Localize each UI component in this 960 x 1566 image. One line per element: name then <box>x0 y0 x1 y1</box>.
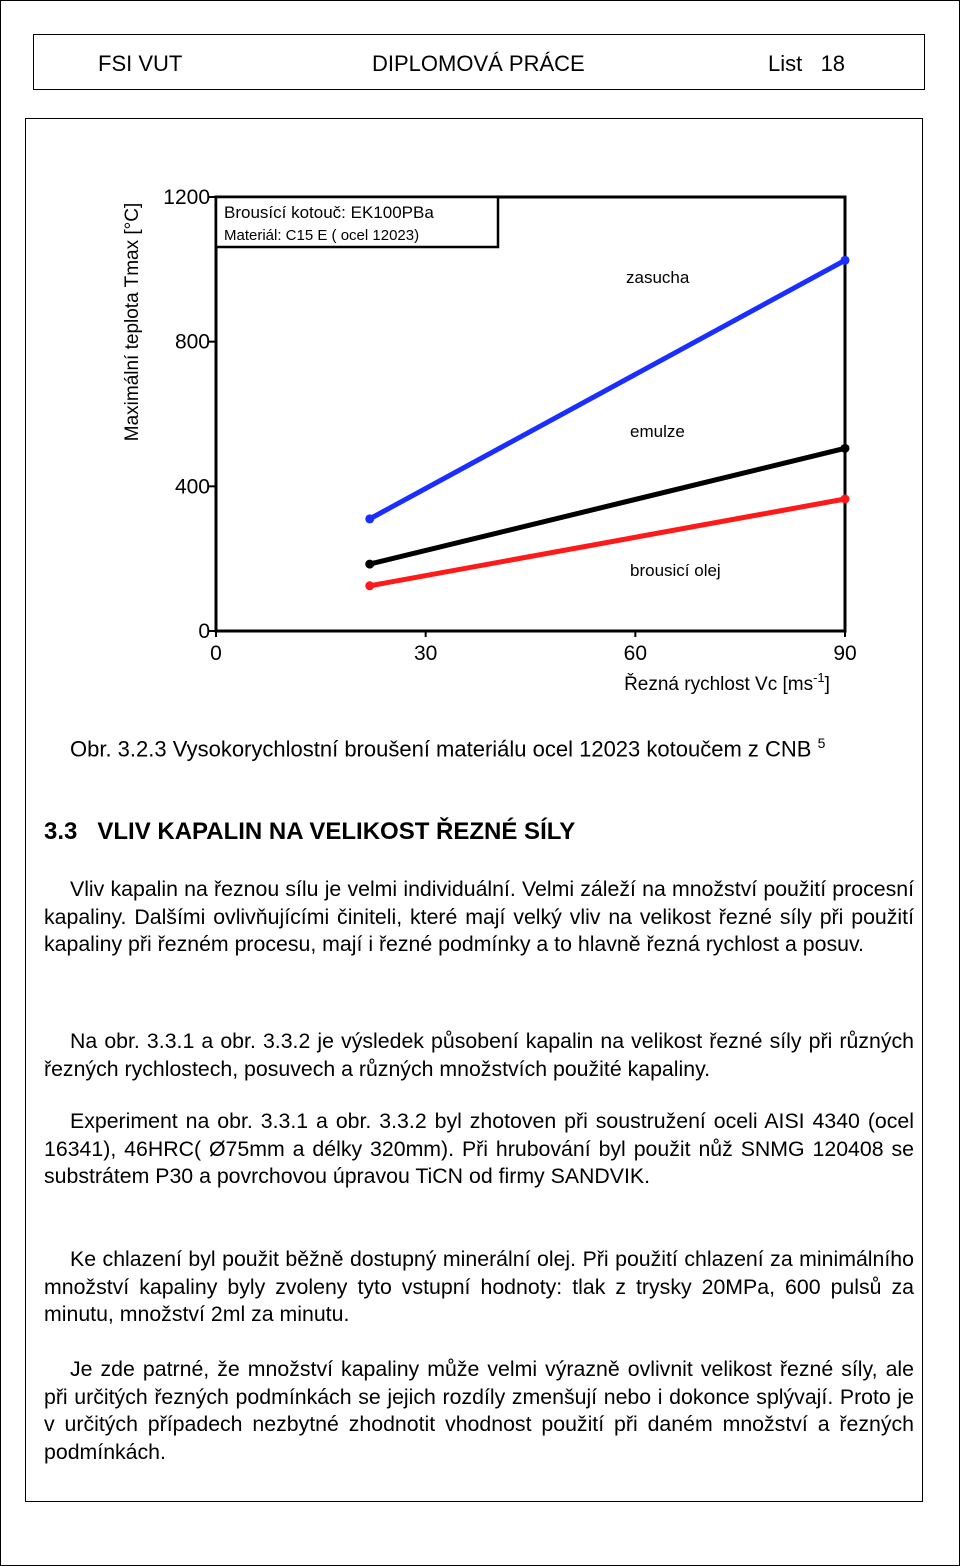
series-point <box>841 494 850 503</box>
paragraph-2: Na obr. 3.3.1 a obr. 3.3.2 je výsledek působení kapalin na velikost řezné síly při různých řezných rychlostech, posuvech a různých množstvích použité kapaliny. <box>44 1029 914 1081</box>
temperature-chart <box>100 160 857 700</box>
info-box-material: Materiál: C15 E ( ocel 12023) <box>224 227 420 244</box>
series-point <box>841 444 850 453</box>
y-tick-label: 400 <box>174 475 210 499</box>
header-page-number: List 18 <box>768 51 846 76</box>
y-axis-title <box>122 203 143 442</box>
paragraph-1: Vliv kapalin na řeznou sílu je velmi individuální. Velmi záleží na množství použití procesní kapaliny. Dalšími ovlivňujícími činiteli, které mají velký vliv na velikost řezné síly při použití kapaliny při řezném procesu, mají i řezné podmínky a to hlavně řezná rychlost a posuv. <box>44 877 914 956</box>
series-point <box>365 560 374 569</box>
figure-caption <box>70 735 825 762</box>
caption-text: Obr. 3.2.3 Vysokorychlostní broušení materiálu ocel 12023 kotoučem z CNB <box>70 736 818 762</box>
series-line-1 <box>370 448 845 564</box>
x-tick-label: 90 <box>833 642 857 665</box>
paragraph-3: Experiment na obr. 3.3.1 a obr. 3.3.2 byl zhotoven při soustružení oceli AISI 4340 (ocel 16341), 46HRC( Ø75mm a délky 320mm). Při hrubování byl použit nůž SNMG 120408 se substrátem P30 a povrchovou úpravou TiCN od firmy SANDVIK. <box>44 1109 914 1188</box>
series-line-0 <box>370 260 845 519</box>
paragraph-4: Ke chlazení byl použit běžně dostupný minerální olej. Při použití chlazení za minimálního množství kapaliny byly zvoleny tyto vstupní hodnoty: tlak z trysky 20MPa, 600 pulsů za minutu, množství 2ml za minutu. <box>44 1247 914 1326</box>
info-box-wheel: Brousící kotouč: EK100PBa <box>224 203 434 222</box>
x-tick-label: 0 <box>210 642 222 665</box>
y-tick-label: 1200 <box>163 186 210 209</box>
caption-reference: 5 <box>817 735 826 751</box>
series-line-2 <box>370 499 845 586</box>
series-point <box>365 514 374 523</box>
series-label: emulze <box>630 422 685 441</box>
x-tick-label: 60 <box>623 642 648 665</box>
page-header <box>33 34 925 90</box>
header-document-type: DIPLOMOVÁ PRÁCE <box>372 51 585 76</box>
header-institution: FSI VUT <box>98 51 183 76</box>
series-label: zasucha <box>626 268 690 287</box>
y-tick-label: 800 <box>174 330 210 354</box>
x-axis-label: Řezná rychlost Vc $[ms^{-1}]$ <box>624 670 830 695</box>
plot-area <box>216 197 845 631</box>
series-point <box>841 256 850 265</box>
y-tick-label: 0 <box>198 620 210 643</box>
section-title: 3.3 VLIV KAPALIN NA VELIKOST ŘEZNÉ SÍLY <box>44 818 576 845</box>
series-point <box>365 581 374 590</box>
y-axis-label: Maximální teplota Tmax [°C] <box>122 202 143 442</box>
series-label: brousicí olej <box>630 561 721 580</box>
paragraph-5: Je zde patrné, že množství kapaliny může velmi výrazně ovlivnit velikost řezné síly, ale při určitých řezných podmínkách se jejich rozdíly zmenšují nebo i dokonce splývají. Proto je v určitých případech nezbytné zhodnotit vhodnost použití při daném množství a řezných podmínkách. <box>44 1357 914 1464</box>
x-tick-label: 30 <box>413 642 438 665</box>
